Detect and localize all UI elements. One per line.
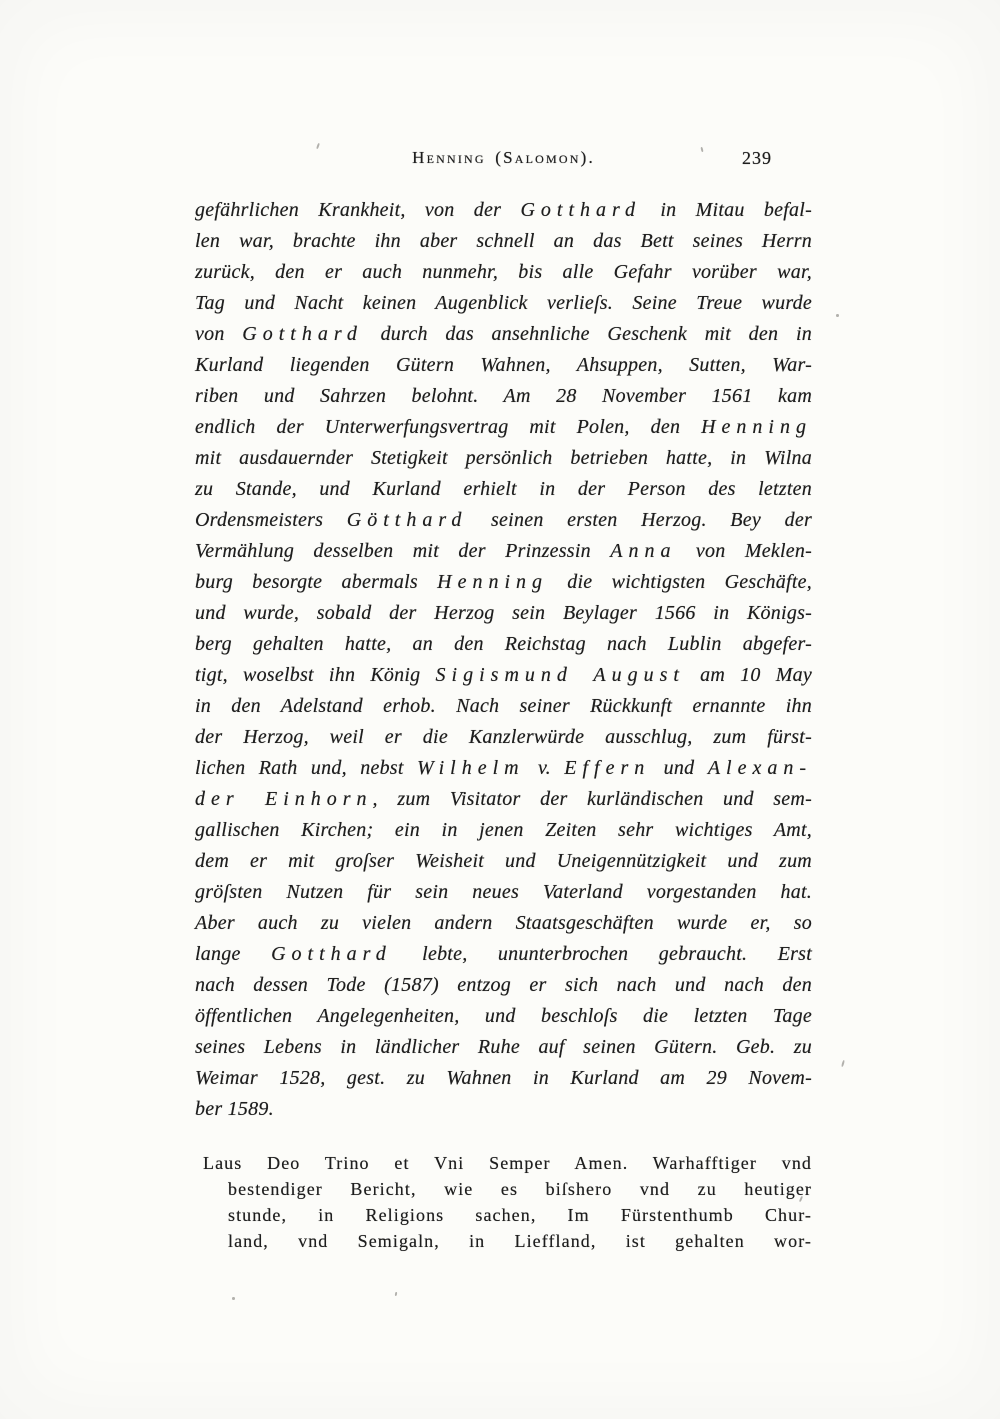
text-line (195, 443, 812, 474)
text-line (228, 1176, 812, 1202)
person-name-spaced: Anna (610, 540, 677, 562)
text-run: Ordensmeisters (195, 509, 347, 531)
text-run: v. (524, 757, 565, 779)
text-line (195, 195, 812, 226)
text-line (195, 784, 812, 815)
person-name-spaced: Wilhelm (417, 757, 525, 779)
text-line (228, 1202, 812, 1228)
text-run: lange (195, 943, 272, 965)
text-run: burg besorgte abermals (195, 571, 438, 593)
text-line (195, 629, 812, 660)
text-run: durch das ansehnliche Geschenk mit den in (362, 323, 812, 345)
text-run: gefährlichen Krankheit, von der (195, 199, 521, 221)
text-run: lichen Rath und, nebst (195, 757, 418, 779)
running-head (195, 148, 812, 178)
text-line (195, 970, 812, 1001)
text-run: Tag und Nacht keinen Augenblick verlieſs. Seine Treue wurde (195, 292, 812, 314)
text-line (195, 381, 812, 412)
text-run: Weimar 1528, gest. zu Wahnen in Kurland am 29 Novem- (195, 1067, 812, 1089)
text-run: bestendiger Bericht, wie es biſshero vnd zu heutiger (228, 1179, 812, 1199)
text-run: gröſsten Nutzen für sein neues Vaterland vorgestanden hat. (195, 881, 812, 903)
text-run: Kurland liegenden Gütern Wahnen, Ahsuppen, Sutten, War- (195, 354, 812, 376)
person-name-spaced: Götthard (346, 509, 468, 531)
text-line (195, 1094, 812, 1125)
biography-paragraph (195, 195, 812, 1125)
scan-speck (395, 1292, 398, 1296)
text-line (195, 722, 812, 753)
text-run: seines Lebens in ländlicher Ruhe auf seinen Gütern. Geb. zu (195, 1036, 812, 1058)
text-line (195, 660, 812, 691)
page-heading: Henning (Salomon). (412, 148, 595, 167)
text-run: zurück, den er auch nunmehr, bis alle Gefahr vorüber war, (195, 261, 812, 283)
text-line (195, 691, 812, 722)
text-line (195, 412, 812, 443)
text-run: in Mitau befal- (641, 199, 812, 221)
text-run: und wurde, sobald der Herzog sein Beylager 1566 in Königs- (195, 602, 812, 624)
text-run: zu Stande, und Kurland erhielt in der Person des letzten (195, 478, 812, 500)
text-run: ber 1589. (195, 1098, 274, 1120)
text-line (195, 567, 812, 598)
person-name-spaced: Gotthard (242, 323, 363, 345)
text-line (195, 350, 812, 381)
text-run: Laus Deo Trino et Vni Semper Amen. Warhafftiger vnd (203, 1153, 812, 1173)
text-line (195, 908, 812, 939)
text-line (195, 1001, 812, 1032)
text-line (195, 1032, 812, 1063)
text-line (195, 1063, 812, 1094)
person-name-spaced: Effern (564, 757, 651, 779)
person-name-spaced: Gotthard (271, 943, 392, 965)
text-run: dem er mit groſser Weisheit und Uneigennützigkeit und zum (195, 850, 812, 872)
text-run: die wichtigsten Geschäfte, (548, 571, 812, 593)
text-run: mit ausdauernder Stetigkeit persönlich betrieben hatte, in Wilna (195, 447, 812, 469)
text-run: len war, brachte ihn aber schnell an das Bett seines Herrn (195, 230, 812, 252)
text-run: seinen ersten Herzog. Bey der (467, 509, 812, 531)
text-run: tigt, woselbst ihn König (195, 664, 436, 686)
text-line (195, 288, 812, 319)
text-run: stunde, in Religions sachen, Im Fürstenthumb Chur- (228, 1205, 812, 1225)
text-line (195, 319, 812, 350)
person-name-spaced: Gotthard (520, 199, 642, 221)
text-run: endlich der Unterwerfungsvertrag mit Polen, den (195, 416, 702, 438)
text-line (195, 257, 812, 288)
person-name-spaced: Sigismund August (435, 664, 685, 686)
page-number: 239 (742, 148, 772, 168)
text-line (195, 877, 812, 908)
text-line (228, 1228, 812, 1254)
text-run: nach dessen Tode (1587) entzog er sich nach und nach den (195, 974, 812, 996)
text-run: öffentlichen Angelegenheiten, und beschloſs die letzten Tage (195, 1005, 812, 1027)
text-run: von (195, 323, 243, 345)
person-name-spaced: Alexan- (707, 757, 812, 779)
text-run: Aber auch zu vielen andern Staatsgeschäften wurde er, so (195, 912, 812, 934)
bibliography-entry (203, 1150, 812, 1254)
scan-speck (232, 1297, 235, 1300)
text-run: der Herzog, weil er die Kanzlerwürde ausschlug, zum fürst- (195, 726, 812, 748)
scan-speck (836, 314, 839, 317)
scan-speck (841, 1060, 845, 1067)
text-run: Vermählung desselben mit der Prinzessin (195, 540, 611, 562)
text-run: gallischen Kirchen; ein in jenen Zeiten sehr wichtiges Amt, (195, 819, 812, 841)
text-line (195, 505, 812, 536)
text-run: berg gehalten hatte, an den Reichstag nach Lublin abgefer- (195, 633, 812, 655)
person-name-spaced: Henning (437, 571, 549, 593)
text-line (195, 939, 812, 970)
person-name-spaced: der Einhorn (195, 788, 373, 810)
text-line (195, 846, 812, 877)
text-run: und (650, 757, 708, 779)
text-run: land, vnd Semigaln, in Lieffland, ist gehalten wor- (228, 1231, 812, 1251)
text-run: von Meklen- (676, 540, 813, 562)
text-line (195, 536, 812, 567)
text-line (195, 474, 812, 505)
text-line (195, 598, 812, 629)
text-run: , zum Visitator der kurländischen und sem- (372, 788, 813, 810)
text-line (203, 1150, 812, 1176)
text-run: lebte, ununterbrochen gebraucht. Erst (391, 943, 812, 965)
text-line (195, 753, 812, 784)
text-line (195, 226, 812, 257)
text-run: riben und Sahrzen belohnt. Am 28 November 1561 kam (195, 385, 812, 407)
text-line (195, 815, 812, 846)
text-run: in den Adelstand erhob. Nach seiner Rückkunft ernannte ihn (195, 695, 812, 717)
person-name-spaced: Henning (701, 416, 812, 438)
text-run: am 10 May (684, 664, 812, 686)
